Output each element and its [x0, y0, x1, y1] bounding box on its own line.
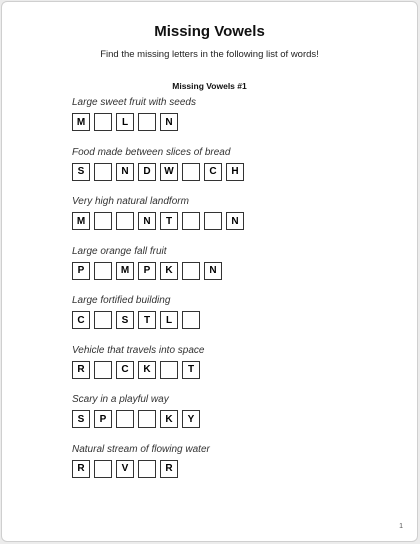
blank-letter-box[interactable]	[94, 212, 112, 230]
blank-letter-box[interactable]	[116, 212, 134, 230]
puzzle-clue: Large sweet fruit with seeds	[72, 97, 196, 108]
puzzle-item	[72, 196, 248, 246]
letter-box: N	[204, 262, 222, 280]
blank-letter-box[interactable]	[138, 113, 156, 131]
page-title: Missing Vowels	[154, 23, 265, 40]
puzzle-item	[72, 246, 248, 296]
puzzle-list	[72, 97, 248, 493]
blank-letter-box[interactable]	[138, 410, 156, 428]
letter-box: N	[138, 212, 156, 230]
letter-boxes	[72, 311, 248, 329]
blank-letter-box[interactable]	[138, 460, 156, 478]
puzzle-clue: Vehicle that travels into space	[72, 344, 205, 356]
puzzle-clue: Food made between slices of bread	[72, 146, 231, 158]
letter-box: W	[160, 163, 178, 181]
letter-box: T	[182, 361, 200, 379]
letter-box: M	[72, 113, 90, 131]
letter-box: D	[138, 163, 156, 181]
letter-box: R	[72, 361, 90, 379]
worksheet-page	[1, 1, 418, 542]
letter-box: T	[138, 311, 156, 329]
blank-letter-box[interactable]	[94, 163, 112, 181]
letter-boxes	[72, 410, 248, 428]
blank-letter-box[interactable]	[94, 361, 112, 379]
letter-box: C	[204, 163, 222, 181]
letter-box: K	[138, 361, 156, 379]
puzzle-title: Missing Vowels #1	[172, 81, 247, 91]
blank-letter-box[interactable]	[94, 311, 112, 329]
puzzle-clue: Very high natural landform	[72, 196, 189, 207]
puzzle-item	[72, 97, 248, 147]
letter-box: S	[72, 410, 90, 428]
blank-letter-box[interactable]	[182, 163, 200, 181]
puzzle-clue: Natural stream of flowing water	[72, 443, 210, 455]
letter-box: P	[94, 410, 112, 428]
letter-boxes	[72, 113, 248, 131]
blank-letter-box[interactable]	[182, 311, 200, 329]
letter-box: C	[72, 311, 90, 329]
letter-box: K	[160, 262, 178, 280]
letter-box: S	[72, 163, 90, 181]
letter-box: M	[116, 262, 134, 280]
letter-box: L	[160, 311, 178, 329]
blank-letter-box[interactable]	[94, 113, 112, 131]
blank-letter-box[interactable]	[160, 361, 178, 379]
letter-boxes	[72, 361, 248, 379]
letter-box: S	[116, 311, 134, 329]
letter-box: N	[226, 212, 244, 230]
blank-letter-box[interactable]	[204, 212, 222, 230]
letter-box: V	[116, 460, 134, 478]
letter-box: P	[72, 262, 90, 280]
letter-boxes	[72, 262, 248, 280]
blank-letter-box[interactable]	[182, 212, 200, 230]
blank-letter-box[interactable]	[116, 410, 134, 428]
letter-box: M	[72, 212, 90, 230]
puzzle-item	[72, 345, 248, 395]
puzzle-clue: Scary in a playful way	[72, 394, 169, 405]
letter-box: H	[226, 163, 244, 181]
instructions: Find the missing letters in the following list of words!	[100, 49, 319, 60]
blank-letter-box[interactable]	[94, 460, 112, 478]
puzzle-clue: Large fortified building	[72, 295, 171, 306]
letter-boxes	[72, 163, 248, 181]
letter-box: N	[160, 113, 178, 131]
puzzle-item	[72, 394, 248, 444]
puzzle-item	[72, 295, 248, 345]
blank-letter-box[interactable]	[94, 262, 112, 280]
letter-box: L	[116, 113, 134, 131]
letter-box: C	[116, 361, 134, 379]
page-number: 1	[399, 523, 403, 530]
letter-box: N	[116, 163, 134, 181]
puzzle-item	[72, 444, 248, 494]
letter-box: P	[138, 262, 156, 280]
letter-box: R	[72, 460, 90, 478]
letter-box: Y	[182, 410, 200, 428]
blank-letter-box[interactable]	[182, 262, 200, 280]
puzzle-clue: Large orange fall fruit	[72, 245, 167, 257]
letter-box: K	[160, 410, 178, 428]
letter-box: R	[160, 460, 178, 478]
letter-box: T	[160, 212, 178, 230]
puzzle-item	[72, 147, 248, 197]
letter-boxes	[72, 212, 248, 230]
letter-boxes	[72, 460, 248, 478]
